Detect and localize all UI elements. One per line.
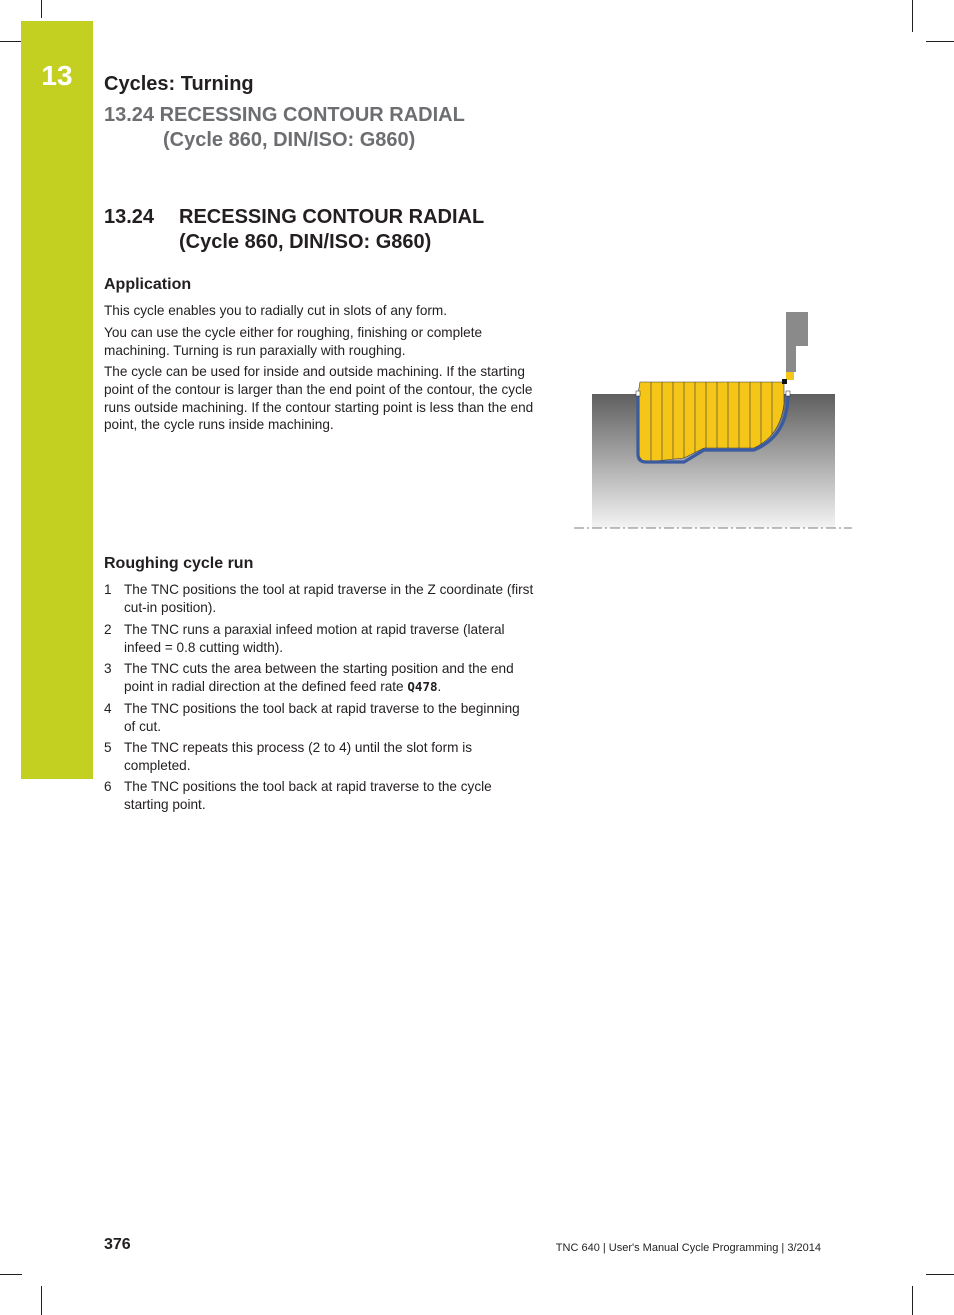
roughing-heading: Roughing cycle run	[104, 555, 254, 572]
application-heading: Application	[104, 276, 192, 293]
application-paragraph: The cycle can be used for inside and outside machining. If the starting point of the contour is larger than the end point of the contour, the cycle runs outside machining. If the contour starting point is less than the end point, the cycle runs inside machining.	[104, 364, 534, 433]
footer-text: TNC 640 | User's Manual Cycle Programming | 3/2014	[555, 1242, 821, 1254]
parameter-code: Q478	[407, 678, 438, 694]
step-text: The TNC runs a paraxial infeed motion at rapid traverse (lateral infeed = 0.8 cutting width).	[124, 622, 505, 655]
step-text: The TNC positions the tool back at rapid traverse to the beginning of cut.	[124, 701, 520, 734]
step-text: The TNC positions the tool at rapid traverse in the Z coordinate (first cut-in position).	[124, 582, 534, 615]
section-title-line2: (Cycle 860, DIN/ISO: G860)	[179, 231, 432, 253]
section-title-line1: RECESSING CONTOUR RADIAL	[179, 206, 485, 228]
chapter-number: 13	[41, 60, 73, 91]
crop-mark	[926, 1274, 954, 1275]
section-number: 13.24	[104, 206, 155, 228]
step-number: 4	[104, 701, 112, 716]
recessing-contour-figure	[574, 310, 852, 532]
step-text: The TNC cuts the area between the starting position and the end point in radial direction at the defined feed rate	[124, 661, 514, 694]
tool-holder	[786, 346, 796, 372]
contour-end-marker	[786, 391, 790, 396]
step-number: 2	[104, 622, 112, 637]
tool-point	[782, 379, 787, 384]
page-number: 376	[104, 1236, 131, 1253]
step-text: The TNC repeats this process (2 to 4) until the slot form is completed.	[124, 740, 473, 773]
header-chapter-title: Cycles: Turning	[104, 73, 254, 95]
application-paragraph: You can use the cycle either for roughing, finishing or complete machining. Turning is run paraxially with roughing.	[104, 325, 483, 358]
tool-shank	[786, 312, 808, 346]
chapter-tab	[21, 21, 93, 779]
header-section-line2: (Cycle 860, DIN/ISO: G860)	[163, 129, 416, 151]
step-number: 5	[104, 740, 112, 755]
crop-mark	[41, 0, 42, 18]
step-number: 1	[104, 582, 112, 597]
contour-start-marker	[636, 391, 640, 396]
step-number: 3	[104, 661, 112, 676]
step-number: 6	[104, 779, 112, 794]
header-section-line1: 13.24 RECESSING CONTOUR RADIAL	[104, 104, 465, 126]
crop-mark	[41, 1286, 42, 1315]
step-text-wrap	[124, 660, 534, 696]
crop-mark	[0, 1274, 22, 1275]
crop-mark	[0, 41, 22, 42]
crop-mark	[912, 1286, 913, 1315]
application-paragraph: This cycle enables you to radially cut in slots of any form.	[104, 303, 448, 318]
step-text: The TNC positions the tool back at rapid traverse to the cycle starting point.	[124, 779, 492, 812]
crop-mark	[912, 0, 913, 32]
crop-mark	[926, 41, 954, 42]
tool-insert	[786, 372, 794, 380]
step-suffix: .	[437, 678, 442, 694]
